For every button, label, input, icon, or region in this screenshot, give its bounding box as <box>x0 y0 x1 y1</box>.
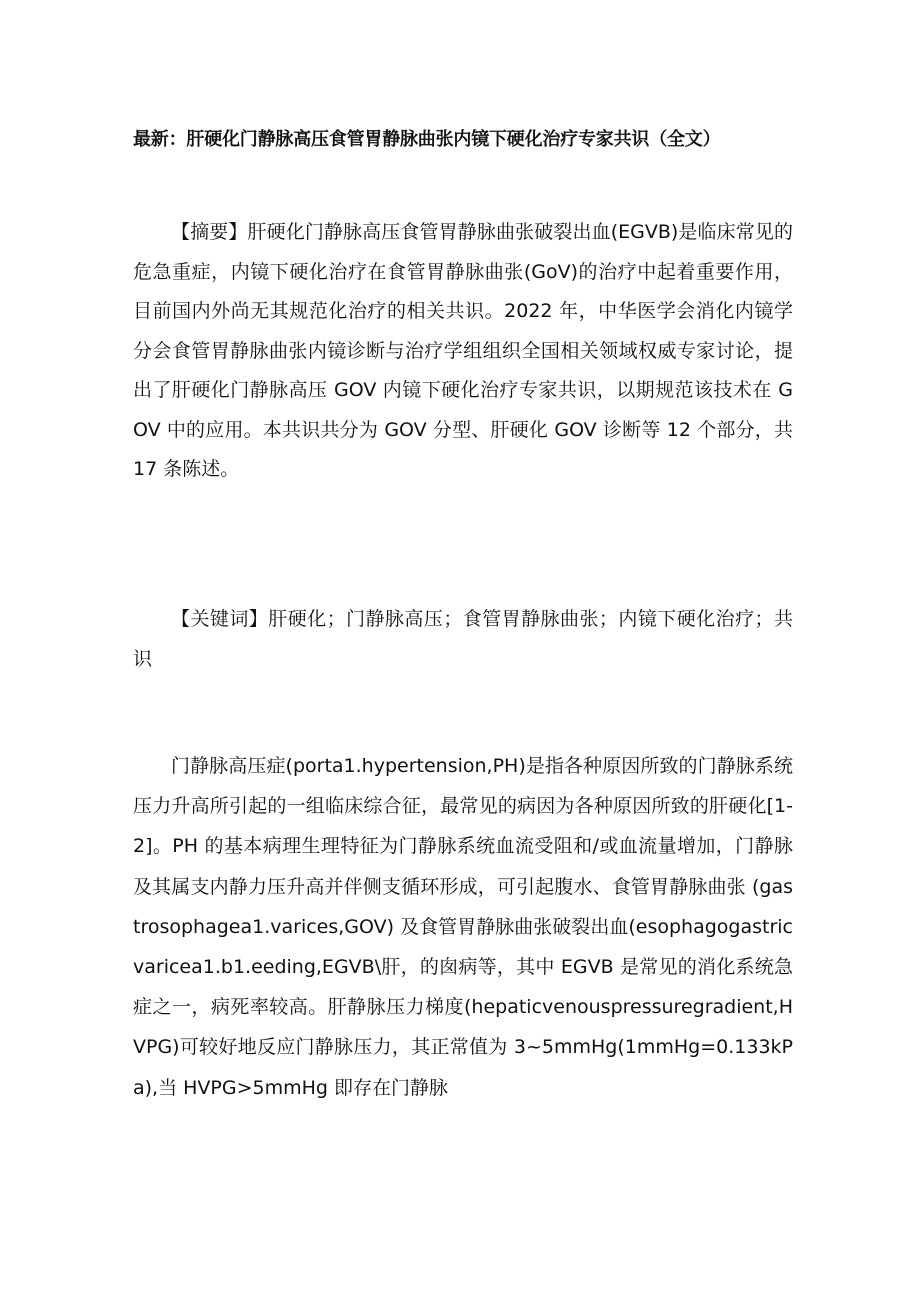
abstract-label: 【摘要】 <box>171 221 248 243</box>
keywords-label: 【关键词】 <box>171 608 269 630</box>
body-paragraph: 门静脉高压症(porta1.hypertension,PH)是指各种原因所致的门静脉系统压力升高所引起的一组临床综合征，最常见的病因为各种原因所致的肝硬化[1-2]。PH 的基本病理生理特征为门静脉系统血流受阻和/或血流量增加，门静脉及其属支内静力压升高并伴侧支循环形成，可引起腹水、食管胃静脉曲张 (gastrosophagea1.varices,GOV) 及食管胃静脉曲张破裂出血(esophagogastricvaricea1.b1.eeding,EGVB\肝，的囱病等，其中 EGVB 是常见的消化系统急症之一，病死率较高。肝静脉压力梯度(hepaticvenouspressuregradient,HVPG)可较好地反应门静脉压力，其正常值为 3~5mmHg(1mmHg=0.133kPa),当 HVPG>5mmHg 即存在门静脉 <box>133 755 793 1099</box>
abstract-text: 肝硬化门静脉高压食管胃静脉曲张破裂出血(EGVB)是临床常见的危急重症，内镜下硬化治疗在食管胃静脉曲张(GoV)的治疗中起着重要作用，目前国内外尚无其规范化治疗的相关共识。2022 年，中华医学会消化内镜学分会食管胃静脉曲张内镜诊断与治疗学组组织全国相关领域权威专家讨论，提出了肝硬化门静脉高压 GOV 内镜下硬化治疗专家共识，以期规范该技术在 GOV 中的应用。本共识共分为 GOV 分型、肝硬化 GOV 诊断等 12 个部分，共 17 条陈述。 <box>133 221 793 480</box>
document-title: 最新：肝硬化门静脉高压食管胃静脉曲张内镜下硬化治疗专家共识（全文） <box>133 129 721 150</box>
keywords-text: 肝硬化；门静脉高压；食管胃静脉曲张；内镜下硬化治疗；共识 <box>133 608 793 670</box>
abstract-paragraph <box>133 213 793 490</box>
keywords-paragraph <box>133 600 793 679</box>
